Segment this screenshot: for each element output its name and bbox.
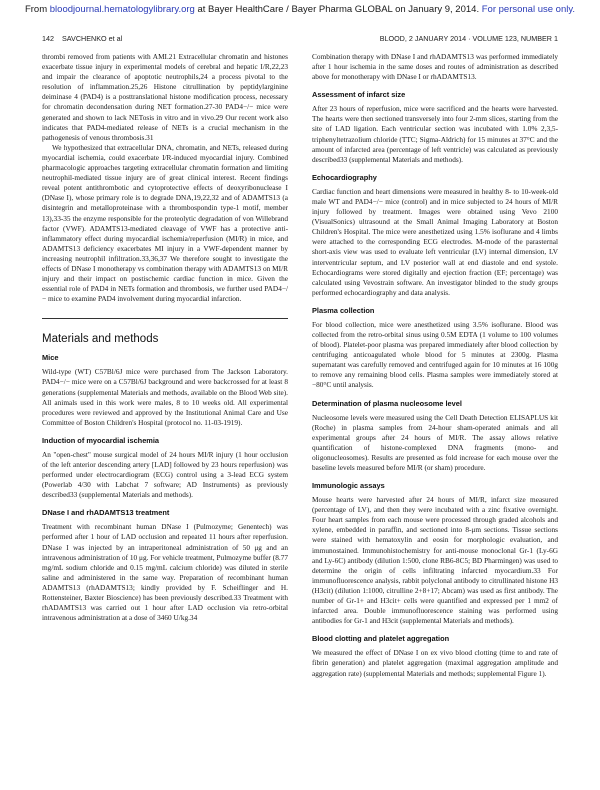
heading-induction: Induction of myocardial ischemia [42, 435, 160, 445]
heading-nucleosome: Determination of plasma nucleosome level [312, 398, 462, 408]
infarct-paragraph: After 23 hours of reperfusion, mice were sacrificed and the hearts were harvested. The hearts were then sectioned transversely into four 2-mm slices, starting from the site of LAD ligation. Each ventricular section was incubated with 1.0% 2,3,5-triphenyltetrazolium chloride (TTC; Sigma-Aldrich) for 15 minutes at 37°C and the amount of infarcted area (percentage of left ventricle) was calculated as previously described33 (supplemental Materials and methods). [312, 104, 558, 164]
immuno-paragraph: Mouse hearts were harvested after 24 hours of MI/R, infarct size measured (percentage of LV), and then they were incubated with a zinc fixative overnight. Four heart samples from each mouse were processed through graded alcohols and xylene, embedded in paraffin, and sectioned into 8-μm sections. Tissue sections were stained with hematoxylin and eosin for morphologic evaluation, and immunostained. Immunohistochemistry for anti-mouse monoclonal Gr-1 (Ly-6G and Ly-6C) antibody (dilution 1:500, clone RB6-8C5; BD Pharmingen) was used to determine the origin of cells infiltrating infarcted myocardium.33 For immunofluorescence analysis, rabbit polyclonal antibody to citrullinated histone H3 (H3cit) (dilution 1:1000, citrulline 2+8+17; Abcam) was used as first antibody. The number of Gr-1+ and H3cit+ cells were quantified and expressed per 1 mm2 of infarcted area. Double immunofluorescence staining was performed using antibodies for Gr-1 and H3cit (supplemental Materials and methods). [312, 495, 558, 626]
intro-paragraph-2: We hypothesized that extracellular DNA, chromatin, and NETs, released during myocardial ischemia, could exacerbate I/R-induced myocardial injury. Combined pharmacologic approaches targeting extracellular chromatin formation and limiting neutrophil-mediated tissue injury are of great clinical interest. Recent findings reveal potent antithrombotic and cytoprotective effects of deoxyribonuclease I (DNase I), whose primary role is to degrade DNA,19,22,32 and of ADAMTS13 (a disintegrin and metalloproteinase with a thrombospondin type-1 motif, member 13),33-35 the enzyme responsible for the proteolytic degradation of von Willebrand factor (VWF). ADAMTS13-mediated cleavage of VWF has a protective anti-inflammatory effect during myocardial ischemia/reperfusion (MI/R) in mice, and ADAMTS13 deficiency exacerbates MI injury in a VWF-dependent manner by increasing neutrophil infiltration.33,36,37 We therefore sought to investigate the effects of DNase I monotherapy vs combination therapy with ADAMTS13 on MI/R injury and their impact on postischemic cardiac function in mice. Given the essential role of PAD4 in NETs formation and thrombosis, we further used PAD4−/− mice to examine PAD4 involvement during myocardial infarction. [42, 142, 288, 304]
banner-middle: at Bayer HealthCare / Bayer Pharma GLOBAL on January 9, 2014. [194, 4, 482, 15]
nucleosome-paragraph: Nucleosome levels were measured using the Cell Death Detection ELISAPLUS kit (Roche) in plasma samples from 24-hour sham-operated animals and all experimental groups after 24 hours of MI/R. The assay allows relative quantification of histone-complexed DNA fragments (mono- and oligonucleosomes). Results are presented as fold increase for each mouse over the baseline levels measured before MI/R (or sham) procedure. [312, 412, 558, 472]
combination-paragraph: Combination therapy with DNase I and rhADAMTS13 was performed immediately after 1 hour ischemia in the same doses and routes of administration as described above for monotherapy with DNase I or rhADAMTS13. [312, 52, 558, 82]
heading-echocardiography: Echocardiography [312, 172, 377, 182]
download-banner [0, 4, 600, 16]
heading-clotting: Blood clotting and platelet aggregation [312, 634, 450, 644]
dnase-paragraph: Treatment with recombinant human DNase I (Pulmozyme; Genentech) was performed after 1 hour of LAD occlusion and repeated 11 hours after reperfusion. DNase I was injected by an intraperitoneal administration of 50 μg and an intravenous administration of 10 μg. For vehicle treatment, Pulmozyme buffer (8.77 mg/mL sodium chloride and 0.15 mg/mL calcium chloride) was diluted in sterile saline and administered in the same way. Preparation of recombinant human ADAMTS13 (rhADAMTS13; kindly provided by F. Scheiflinger and H. Rottensteiner, Baxter Bioscience) has been previously described.33 Treatment with rhADAMTS13 was carried out 1 hour after LAD occlusion via retro-orbital intravenous administration at a dose of 3460 U/kg.34 [42, 522, 288, 623]
heading-mice: Mice [42, 353, 59, 363]
page-number: 142 [42, 34, 54, 43]
running-header-authors: SAVCHENKO et al [62, 34, 123, 43]
induction-paragraph: An "open-chest" mouse surgical model of 24 hours MI/R injury (1 hour occlusion of the left anterior descending artery [LAD] followed by 23 hours reperfusion) was performed under electrocardiogram (ECG) control using a 3-lead ECG system (Powerlab 4/30 with Labchat 7 software; AD Instruments) as previously described33 (supplemental Materials and methods). [42, 449, 288, 500]
left-column [42, 52, 288, 623]
clotting-paragraph: We measured the effect of DNase I on ex vivo blood clotting (time to and rate of fibrin generation) and platelet aggregation (maximal aggregation amplitude and aggregation rate) (supplemental Materials and methods; supplemental Figure 1). [312, 648, 558, 678]
heading-plasma: Plasma collection [312, 305, 375, 315]
right-column [312, 52, 558, 679]
heading-dnase-treatment: DNase I and rhADAMTS13 treatment [42, 508, 170, 518]
banner-journal-link[interactable]: bloodjournal.hematologylibrary.org [49, 4, 195, 15]
banner-prefix: From [24, 4, 50, 15]
heading-infarct-size: Assessment of infarct size [312, 90, 406, 100]
section-divider [42, 318, 288, 319]
section-title-methods: Materials and methods [42, 333, 159, 346]
running-header [42, 34, 558, 46]
plasma-paragraph: For blood collection, mice were anesthetized using 3.5% isoflurane. Blood was collected from the retro-orbital sinus using 0.5M EDTA (1 volume to 100 volumes of blood). Platelet-poor plasma was prepared immediately after blood collection by centrifuging anticoagulated whole blood for 5 minutes at 2300g. Plasma supernatant was carefully removed and centrifuged again for 10 minutes at 16 100g to remove any remaining blood cells. Plasma samples were immediately stored at −80°C until analysis. [312, 319, 558, 390]
intro-paragraph-1: thrombi removed from patients with AMI.21 Extracellular chromatin and histones exacerbate tissue injury in experimental models of cerebral and hepatic I/R,22,23 and impair the clearance of apoptotic neutrophils,24 a process pivotal to the resolution of inflammation.25,26 Histone citrullination by peptidylarginine deiminase 4 (PAD4) is a posttranslational histone modification process, necessary for chromatin decondensation during NET formation.27-30 PAD4−/− mice were generated and shown to lack NETosis in vitro and in vivo.29 Our recent work also indicates that PAD4-mediated release of NETs is a crucial mechanism in the pathogenesis of venous thrombosis.31 [42, 52, 288, 142]
banner-personal-use-link[interactable]: For personal use only. [481, 4, 576, 15]
echo-paragraph: Cardiac function and heart dimensions were measured in healthy 8- to 10-week-old male WT and PAD4−/− mice (control) and in mice subjected to 24 hours of MI/R injury followed by treatment. Images were obtained using Vevo 2100 (VisualSonics) ultrasound at the Small Animal Imaging Laboratory at Boston Children's Hospital. The mice were anesthetized using 1.5% isoflurane and 4 limbs were attached to the corresponding ECG electrodes. M-mode of the parasternal short-axis view was used to evaluate left ventricular (LV) internal dimension, LV interventricular septum, and LV posterior wall at end diastole and end systole. Echocardiograms were stored digitally and ejection fraction (EF; percentage) was calculated using Vevostrain software. An investigator blinded to the study groups performed echocardiography and data analysis. [312, 186, 558, 297]
mice-paragraph: Wild-type (WT) C57Bl/6J mice were purchased from The Jackson Laboratory. PAD4−/− mice were on a C57Bl/6J background and were backcrossed for at least 8 generations (supplemental Materials and methods, available on the Blood Web site). All animals used in this work were males, 8 to 10 weeks old. All experimental procedures were reviewed and approved by the Institutional Animal Care and Use Committee of Boston Children's Hospital (protocol no. 11-03-1919). [42, 367, 288, 427]
heading-immunologic: Immunologic assays [312, 481, 385, 491]
running-header-journal: BLOOD, 2 JANUARY 2014 · VOLUME 123, NUMBER 1 [379, 34, 558, 43]
